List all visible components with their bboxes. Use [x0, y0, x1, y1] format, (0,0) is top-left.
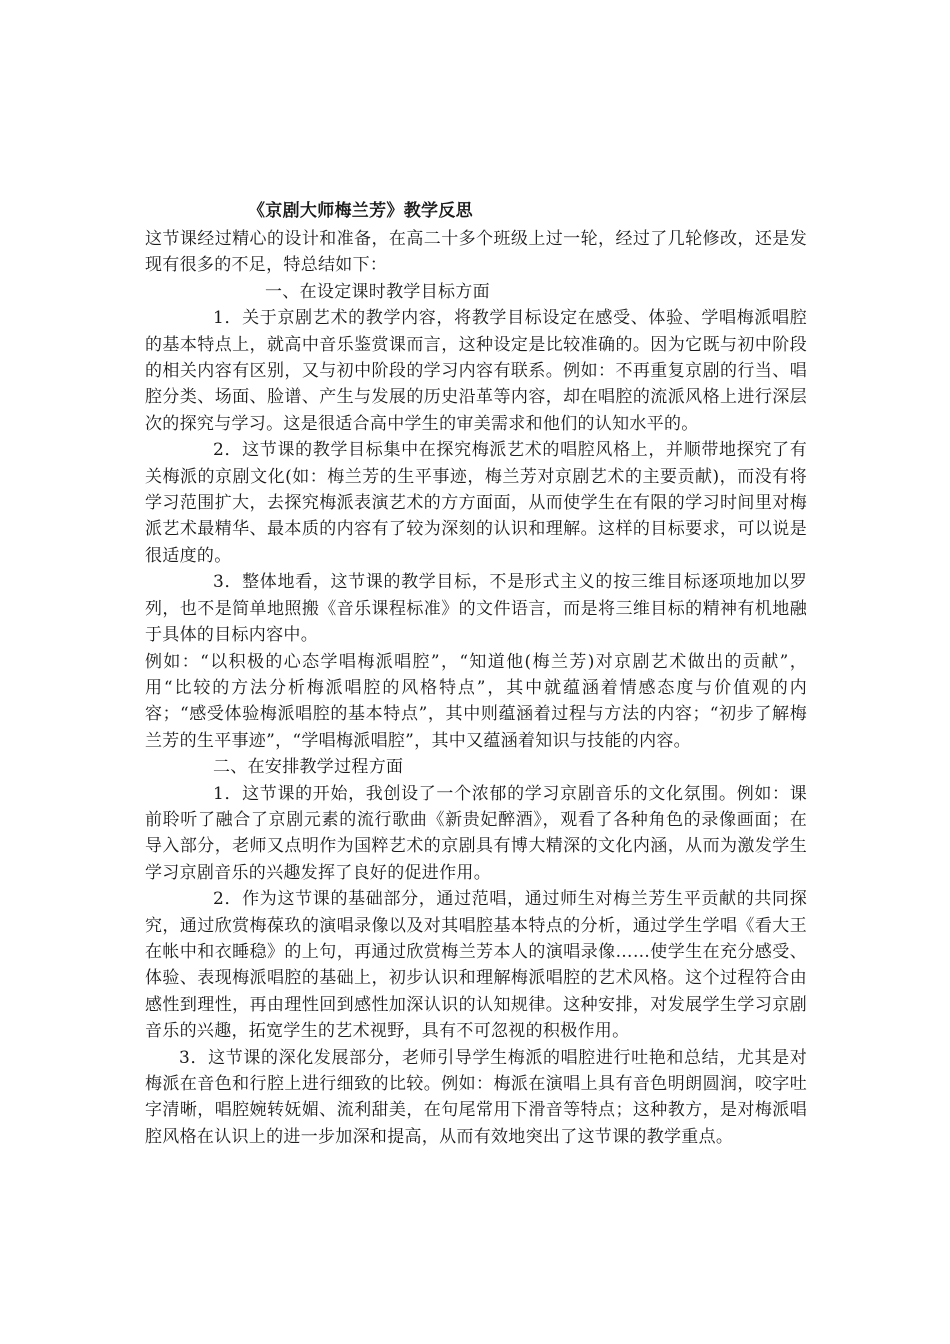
- intro-paragraph: 这节课经过精心的设计和准备，在高二十多个班级上过一轮，经过了几轮修改，还是发现有很多的不足，特总结如下：: [145, 229, 807, 276]
- section-1-paragraph-3: 3．整体地看，这节课的教学目标，不是形式主义的按三维目标逐项地加以罗列，也不是简单地照搬《音乐课程标准》的文件语言，而是将三维目标的精神有机地融于具体的目标内容中。: [145, 572, 807, 646]
- document-title: 《京剧大师梅兰芳》教学反思: [248, 201, 473, 221]
- section-1-paragraph-1: 1．关于京剧艺术的教学内容，将教学目标设定在感受、体验、学唱梅派唱腔的基本特点上，就高中音乐鉴赏课而言，这种设定是比较准确的。因为它既与初中阶段的相关内容有区别，又与初中阶段的学习内容有联系。例如：不再重复京剧的行当、唱腔分类、场面、脸谱、产生与发展的历史沿革等内容，却在唱腔的流派风格上进行深层次的探究与学习。这是很适合高中学生的审美需求和他们的认知水平的。: [145, 308, 807, 434]
- section-1-paragraph-2: 2．这节课的教学目标集中在探究梅派艺术的唱腔风格上，并顺带地探究了有关梅派的京剧文化(如：梅兰芳的生平事迹，梅兰芳对京剧艺术的主要贡献)，而没有将学习范围扩大，去探究梅派表演艺术的方方面面，从而使学生在有限的学习时间里对梅派艺术最精华、最本质的内容有了较为深刻的认识和理解。这样的目标要求，可以说是很适度的。: [145, 440, 807, 566]
- section-1-heading: 一、在设定课时教学目标方面: [265, 281, 490, 302]
- section-2-paragraph-3: 3．这节课的深化发展部分，老师引导学生梅派的唱腔进行吐艳和总结，尤其是对梅派在音色和行腔上进行细致的比较。例如：梅派在演唱上具有音色明朗圆润，咬字吐字清晰，唱腔婉转妩媚、流利甜美，在句尾常用下滑音等特点；这种教方，是对梅派唱腔风格在认识上的进一步加深和提高，从而有效地突出了这节课的教学重点。: [145, 1047, 807, 1147]
- section-1-example-paragraph: 例如：“以积极的心态学唱梅派唱腔”，“知道他(梅兰芳)对京剧艺术做出的贡献”，用“比较的方法分析梅派唱腔的风格特点”，其中就蕴涵着情感态度与价值观的内容；“感受体验梅派唱腔的基本特点”，其中则蕴涵着过程与方法的内容；“初步了解梅兰芳的生平事迹”，“学唱梅派唱腔”，其中又蕴涵着知识与技能的内容。: [145, 651, 807, 751]
- section-2-paragraph-2: 2．作为这节课的基础部分，通过范唱，通过师生对梅兰芳生平贡献的共同探究，通过欣赏梅葆玖的演唱录像以及对其唱腔基本特点的分析，通过学生学唱《看大王在帐中和衣睡稳》的上句，再通过欣赏梅兰芳本人的演唱录像……使学生在充分感受、体验、表现梅派唱腔的基础上，初步认识和理解梅派唱腔的艺术风格。这个过程符合由感性到理性，再由理性回到感性加深认识的认知规律。这种安排，对发展学生学习京剧音乐的兴趣，拓宽学生的艺术视野，具有不可忽视的积极作用。: [145, 889, 807, 1042]
- document-body: [145, 196, 807, 1150]
- section-2-paragraph-1: 1．这节课的开始，我创设了一个浓郁的学习京剧音乐的文化氛围。例如：课前聆听了融合了京剧元素的流行歌曲《新贵妃醉酒》，观看了各种角色的录像画面；在导入部分，老师又点明作为国粹艺术的京剧具有博大精深的文化内涵，从而为激发学生学习京剧音乐的兴趣发挥了良好的促进作用。: [145, 783, 807, 883]
- section-2-heading: 二、在安排教学过程方面: [213, 757, 404, 778]
